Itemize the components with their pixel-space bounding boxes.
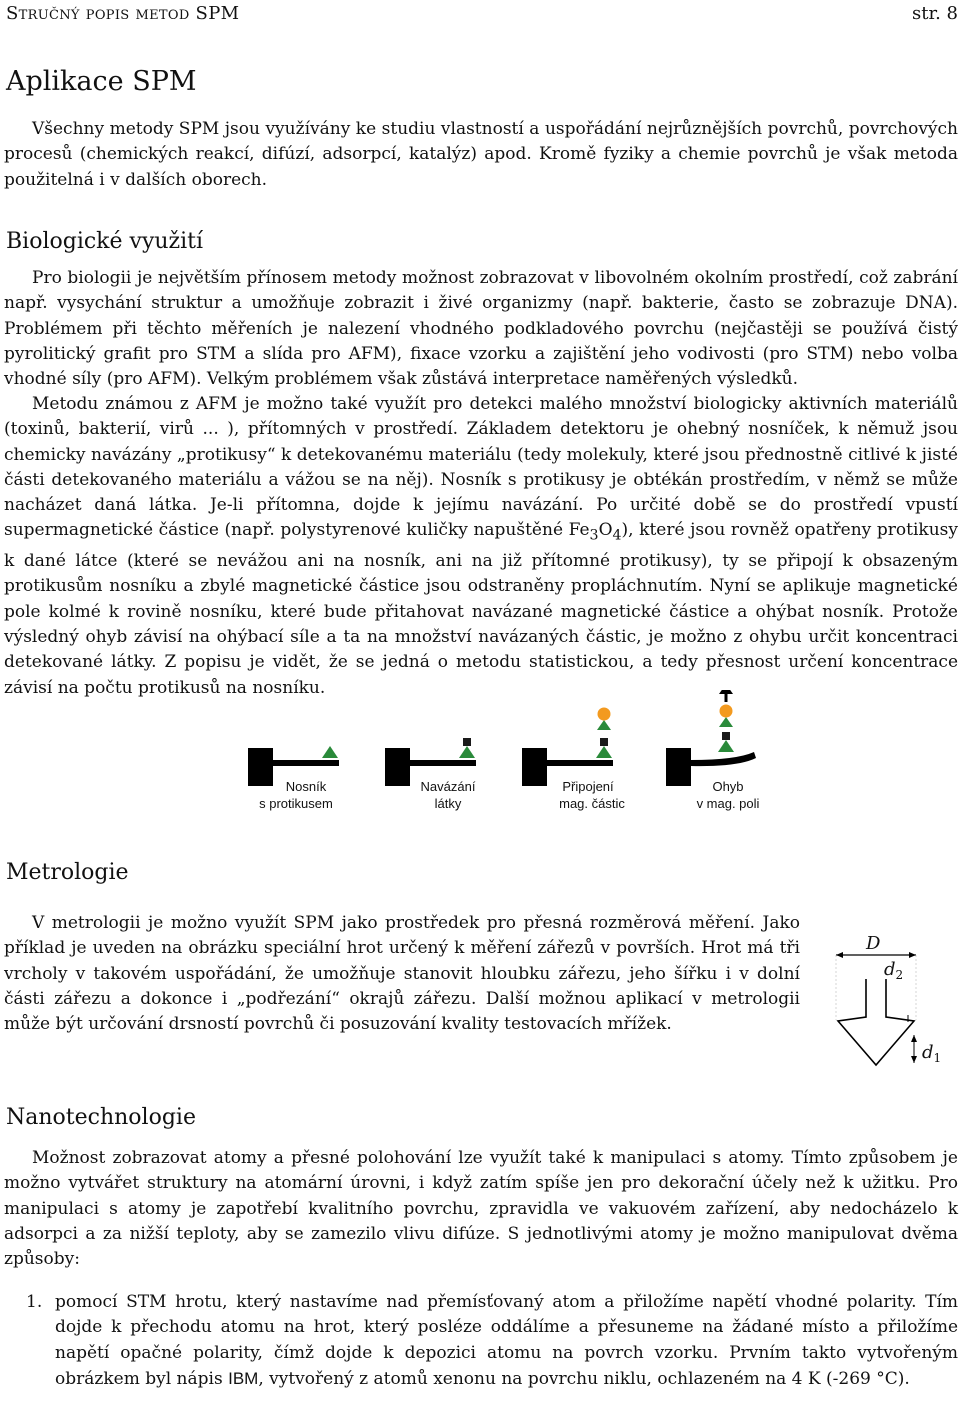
figure-label-3b: mag. částic <box>559 796 625 811</box>
bio-heading: Biologické využití <box>6 229 204 254</box>
figure-label-4a: Ohyb <box>712 779 744 794</box>
tip-outline <box>838 979 914 1065</box>
bound-substance-icon <box>722 732 730 740</box>
running-title: Stručný popis metod SPM <box>6 3 240 24</box>
list-item: 1. pomocí STM hrotu, který nastavíme nad přemísťovaný atom a přiložíme napětí vhodné polarity. Tím dojde k přechodu atomu na hrot, který posléze oddálíme a přesuneme na žádané místo a přiložíme napětí opačné polarity, čímž dojde k depozici atomu na povrch vzorku. Prvním takto vytvořeným obrázkem byl nápis IBM, vytvořený z atomů xenonu na povrchu niklu, ochlazeném na 4 K (-269 °C). <box>26 1292 958 1389</box>
bio-paragraph-1: Pro biologii je největším přínosem metody možnost zobrazovat v libovolném okolním prostředí, což zabrání např. vysychání struktur a umožňuje zobrazit i živé organizmy (např. bakterie, často se zobrazuje DNA). Problémem při těchto měřeních je nalezení vhodného podkladového povrchu (nejčastěji se používá čistý pyrolitický grafit pro STM a slída pro AFM), fixace vzorku a zajištění jeho vodivosti (pro STM) nebo volba vhodné síly (pro AFM). Velkým problémem však zůstává interpretace naměřených výsledků. <box>4 268 958 390</box>
cantilever-beam <box>273 760 339 766</box>
panel-magnetic-particle <box>522 708 625 812</box>
page-header <box>6 0 958 28</box>
tip-label-D: D <box>866 933 881 954</box>
panel-substance-binding <box>385 738 476 811</box>
particle-probe-icon <box>597 720 611 730</box>
up-arrow-icon <box>719 690 733 694</box>
manipulation-methods-list <box>4 1290 958 1392</box>
formula-fe3o4: $Fe_3O_4$ <box>568 520 622 544</box>
metro-heading: Metrologie <box>6 860 129 885</box>
list-item-number: 1. <box>26 1292 43 1312</box>
metrology-tip-figure <box>828 925 958 1070</box>
up-arrow-icon <box>911 1035 917 1042</box>
bound-substance-icon <box>463 738 471 746</box>
intro-paragraph: Všechny metody SPM jsou využívány ke studiu vlastností a uspořádání nejrůznějších povrchů, povrchových procesů (chemických reakcí, difúzí, adsorpcí, katalýz) apod. Kromě fyziky a chemie povrchů je však metoda použitelná i v dalších oborech. <box>4 119 958 190</box>
figure-label-3a: Připojení <box>562 779 614 794</box>
cantilever-base <box>385 748 410 786</box>
probe-molecule-icon <box>718 740 734 752</box>
left-arrow-icon <box>836 952 843 958</box>
magnetic-particle-icon <box>720 705 733 718</box>
probe-molecule-icon <box>596 746 612 758</box>
figure-label-4b: v mag. poli <box>696 796 760 811</box>
panel-bending <box>666 690 760 811</box>
cantilever-base <box>248 748 273 786</box>
cantilever-base <box>666 748 691 786</box>
nano-heading: Nanotechnologie <box>6 1105 196 1130</box>
figure-label-2b: látky <box>434 796 462 811</box>
cantilever-base <box>522 748 547 786</box>
probe-molecule-icon <box>322 746 338 758</box>
tip-diagram <box>828 925 958 1070</box>
figure-label-1b: s protikusem <box>259 796 333 811</box>
cantilever-beam <box>410 760 476 766</box>
right-arrow-icon <box>909 952 916 958</box>
section-title: Aplikace SPM <box>6 66 197 97</box>
particle-probe-icon <box>719 717 733 727</box>
biosensor-figure <box>248 690 768 822</box>
figure-label-1a: Nosník <box>285 779 327 794</box>
tip-label-d1: $d_1$ <box>922 1042 942 1065</box>
tip-label-d2: $d_2$ <box>884 959 904 982</box>
ibm-text: IBM <box>228 1368 259 1388</box>
probe-molecule-icon <box>459 746 475 758</box>
page-number: str. 8 <box>912 3 958 24</box>
bound-substance-icon <box>600 738 608 746</box>
biosensor-diagram <box>248 690 768 822</box>
figure-label-2a: Navázání <box>420 779 476 794</box>
panel-cantilever-with-probe <box>248 746 339 811</box>
magnetic-particle-icon <box>598 708 611 721</box>
cantilever-beam <box>547 760 613 766</box>
nano-paragraph: Možnost zobrazovat atomy a přesné polohování lze využít také k manipulaci s atomy. Tímto způsobem je možno vytvářet struktury na atomární úrovni, i když zatím spíše jen pro dekorační účely než k užitku. Pro manipulaci s atomy je zapotřebí kvalitního povrchu, zpravidla ve vakuovém zařízení, aby nedocházelo k adsorpci a za nižší teploty, aby se zamezilo vlivu difúze. S jednotlivými atomy je možno manipulovat dvěma způsoby: <box>4 1148 958 1270</box>
metro-paragraph: V metrologii je možno využít SPM jako prostředek pro přesná rozměrová měření. Jako příklad je uveden na obrázku speciální hrot určený k měření zářezů v površích. Hrot má tři vrcholy v takovém uspořádání, že umožňuje stanovit hloubku zářezu, jeho šířku i v dolní části zářezu a dokonce i „podřezání“ okrajů zářezu. Další možnou aplikací v metrologii může být určování drsností povrchů či posuzování kvality testovacích mřížek. <box>4 913 800 1035</box>
down-arrow-icon <box>911 1056 917 1063</box>
bent-cantilever-beam <box>691 752 756 766</box>
bio-paragraph-2: Metodu známou z AFM je možno také využít pro detekci malého množství biologicky aktivních materiálů (toxinů, bakterií, virů ... ), přítomných v prostředí. Základem detektoru je ohebný nosníček, k němuž jsou chemicky navázány „protikusy“ k detekovanému materiálu (tedy molekuly, které jsou přednostně citlivé k jisté části detekovaného materiálu a vážou se na něj). Nosník s protikusy je obtékán prostředím, v němž se může nacházet daná látka. Je-li přítomna, dojde k jejímu navázání. Po určité době se do prostředí vpustí supermagnetické částice (např. polystyrenové kuličky napuštěné $Fe_3O_4$), které jsou rovněž opatřeny protikusy k dané látce (které se nevážou ani na nosník, ani na již přítomné protikusy), ty se připojí k obsazeným protikusům nosníku a zbylé magnetické částice jsou odstraněny propláchnutím. Nyní se aplikuje magnetické pole kolmé k rovině nosníku, které bude přitahovat navázané magnetické částice a ohýbat nosník. Protože výsledný ohyb závisí na ohýbací síle a ta na množství navázaných částic, je možno z ohybu určit koncentraci detekované látky. Z popisu je vidět, že se jedná o metodu statistickou, a tedy přesnost určení koncentrace závisí na počtu protikusů na nosníku. <box>4 394 958 698</box>
